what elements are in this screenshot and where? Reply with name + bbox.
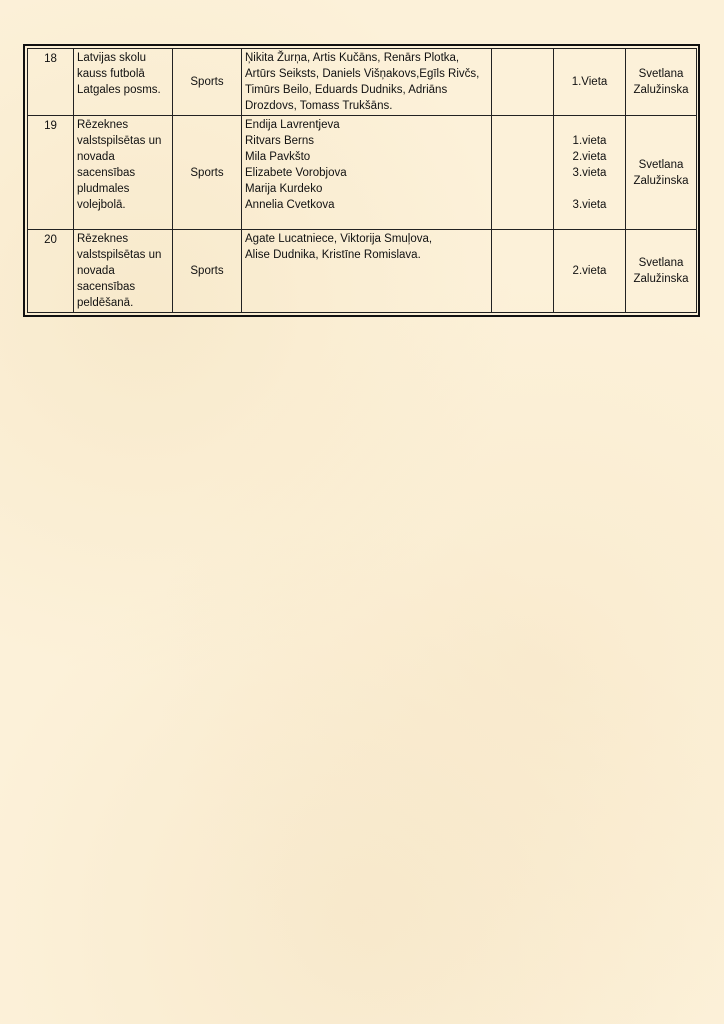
empty-cell bbox=[492, 230, 554, 313]
event-cell bbox=[74, 116, 173, 230]
teacher-first-name: Svetlana bbox=[638, 257, 684, 269]
event-name: Rēzeknes valstspilsētas un novada sacensības peldēšanā. bbox=[77, 233, 162, 309]
teacher-cell bbox=[626, 116, 697, 230]
result-cell bbox=[554, 116, 626, 230]
teacher-first-name: Svetlana bbox=[638, 68, 684, 80]
achievements-table bbox=[27, 48, 697, 313]
teacher-last-name: Zalužinska bbox=[633, 174, 689, 187]
row-number: 18 bbox=[28, 49, 74, 116]
teacher-cell bbox=[626, 230, 697, 313]
event-cell bbox=[74, 230, 173, 313]
teacher-last-name: Zalužinska bbox=[633, 273, 689, 285]
result-place: 1.Vieta bbox=[571, 76, 608, 88]
table-row bbox=[28, 230, 697, 313]
result-place: 3.vieta bbox=[572, 167, 607, 179]
event-name: Rēzeknes valstspilsētas un novada sacensības pludmales volejbolā. bbox=[77, 119, 162, 211]
category-cell: Sports bbox=[173, 49, 242, 116]
result-place: 2.vieta bbox=[572, 265, 607, 277]
result-cell bbox=[554, 230, 626, 313]
row-number: 20 bbox=[28, 230, 74, 313]
result-list bbox=[557, 117, 622, 213]
participant-name: Endija Lavrentjeva bbox=[245, 119, 340, 131]
result-place: 1.vieta bbox=[572, 135, 607, 147]
empty-cell bbox=[492, 116, 554, 230]
result-place: 2.vieta bbox=[572, 151, 607, 163]
participant-name: Mila Pavkšto bbox=[245, 151, 311, 163]
participant-name: Agate Lucatniece, Viktorija Smuļova, bbox=[245, 233, 433, 245]
participants-cell bbox=[242, 230, 492, 313]
result-place-empty bbox=[557, 181, 622, 197]
result-place: 3.vieta bbox=[572, 199, 607, 211]
empty-cell bbox=[492, 49, 554, 116]
achievements-table-frame bbox=[23, 44, 700, 317]
event-name: Latvijas skolu kauss futbolā Latgales posms. bbox=[77, 52, 161, 96]
table-row bbox=[28, 49, 697, 116]
category-cell: Sports bbox=[173, 116, 242, 230]
participants-cell bbox=[242, 116, 492, 230]
row-number: 19 bbox=[28, 116, 74, 230]
participant-name: Annelia Cvetkova bbox=[245, 199, 335, 211]
category-cell: Sports bbox=[173, 230, 242, 313]
teacher-first-name: Svetlana bbox=[638, 158, 684, 171]
participant-name: Alise Dudnika, Kristīne Romislava. bbox=[245, 249, 421, 261]
teacher-cell bbox=[626, 49, 697, 116]
participant-name: Ritvars Berns bbox=[245, 135, 315, 147]
participants-cell bbox=[242, 49, 492, 116]
participants-text: Ņikita Žurņa, Artis Kučāns, Renārs Plotka, Artūrs Seiksts, Daniels Višņakovs,Egīls Rivčs, Timūrs Beilo, Eduards Dudniks, Adriāns Drozdovs, Tomass Trukšāns. bbox=[245, 52, 480, 112]
teacher-last-name: Zalužinska bbox=[633, 84, 689, 96]
participant-name: Elizabete Vorobjova bbox=[245, 167, 347, 179]
event-cell bbox=[74, 49, 173, 116]
result-cell bbox=[554, 49, 626, 116]
participant-name: Marija Kurdeko bbox=[245, 183, 323, 195]
table-row bbox=[28, 116, 697, 230]
